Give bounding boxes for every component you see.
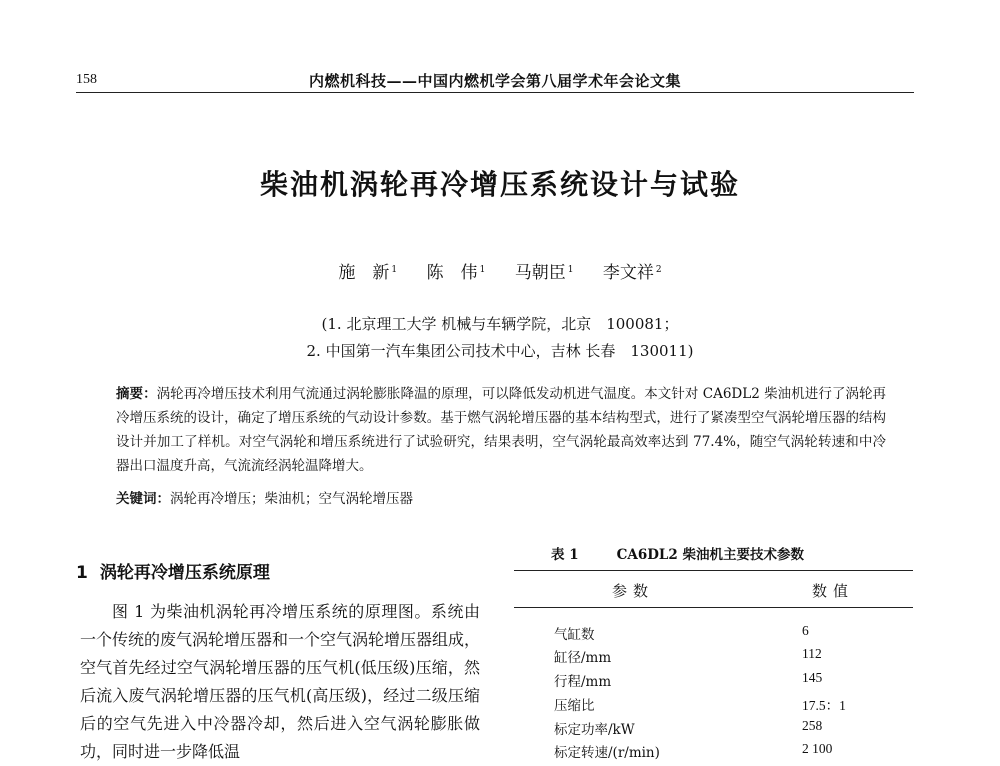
page-number: 158	[76, 72, 97, 87]
abstract-label: 摘要：	[116, 386, 157, 402]
table-header-value: 数值	[812, 582, 855, 600]
table-row: 缸径/mm 112	[554, 646, 822, 666]
author: 陈 伟 $^1$	[426, 263, 486, 283]
author: 马朝臣 $^1$	[514, 263, 574, 283]
running-header	[76, 70, 914, 93]
affiliation-1: (1. 北京理工大学 机械与车辆学院，北京 100081；	[321, 315, 679, 333]
table-row: 标定转速/(r/min) 2 100	[554, 741, 833, 761]
table-header-rule	[514, 607, 913, 608]
table-caption-text: CA6DL2 柴油机主要技术参数	[616, 547, 804, 563]
table-top-rule	[514, 570, 913, 571]
table-number: 表 1	[551, 547, 579, 563]
section-heading	[76, 558, 270, 583]
journal-title: 内燃机科技——中国内燃机学会第八届学术年会论文集	[309, 72, 682, 90]
keywords-text: 涡轮再冷增压；柴油机；空气涡轮增压器	[170, 491, 413, 507]
abstract	[116, 382, 886, 478]
table-caption	[551, 543, 804, 563]
table-row: 行程/mm 145	[554, 670, 823, 690]
table-row: 压缩比 17.5：1	[554, 698, 846, 714]
author: 李文祥 $^2$	[602, 263, 662, 283]
body-paragraph: 图 1 为柴油机涡轮再冷增压系统的原理图。系统由一个传统的废气涡轮增压器和一个空气涡轮增压器组成，空气首先经过空气涡轮增压器的压气机(低压级)压缩，然后流入废气涡轮增压器的压气机(高压级)，经过二级压缩后的空气先进入中冷器冷却，然后进入空气涡轮膨胀做功，同时进一步降低温	[80, 602, 481, 761]
section-body	[80, 598, 480, 766]
paper-title: 柴油机涡轮再冷增压系统设计与试验	[259, 168, 740, 201]
keywords	[116, 487, 886, 507]
author-list	[0, 258, 1000, 283]
affiliation-2: 2. 中国第一汽车集团公司技术中心，吉林 长春 130011)	[306, 342, 694, 360]
section-title: 涡轮再冷增压系统原理	[99, 563, 270, 583]
table-row: 标定功率/kW 258	[554, 718, 823, 738]
table-row: 气缸数 6	[554, 623, 809, 643]
table-header-param: 参数	[612, 582, 655, 600]
keywords-label: 关键词：	[116, 491, 170, 507]
abstract-text: 涡轮再冷增压技术利用气流通过涡轮膨胀降温的原理，可以降低发动机进气温度。本文针对 CA6DL2 柴油机进行了涡轮再冷增压系统的设计，确定了增压系统的气动设计参数。基于燃气涡轮增压器的基本结构型式，进行了紧凑型空气涡轮增压器的结构设计并加工了样机。对空气涡轮和增压系统进行了试验研究，结果表明，空气涡轮最高效率达到 77.4%，随空气涡轮转速和中冷器出口温度升高，气流流经涡轮温降增大。	[116, 386, 886, 474]
section-number: 1	[76, 563, 88, 583]
author: 施 新 $^1$	[338, 263, 398, 283]
